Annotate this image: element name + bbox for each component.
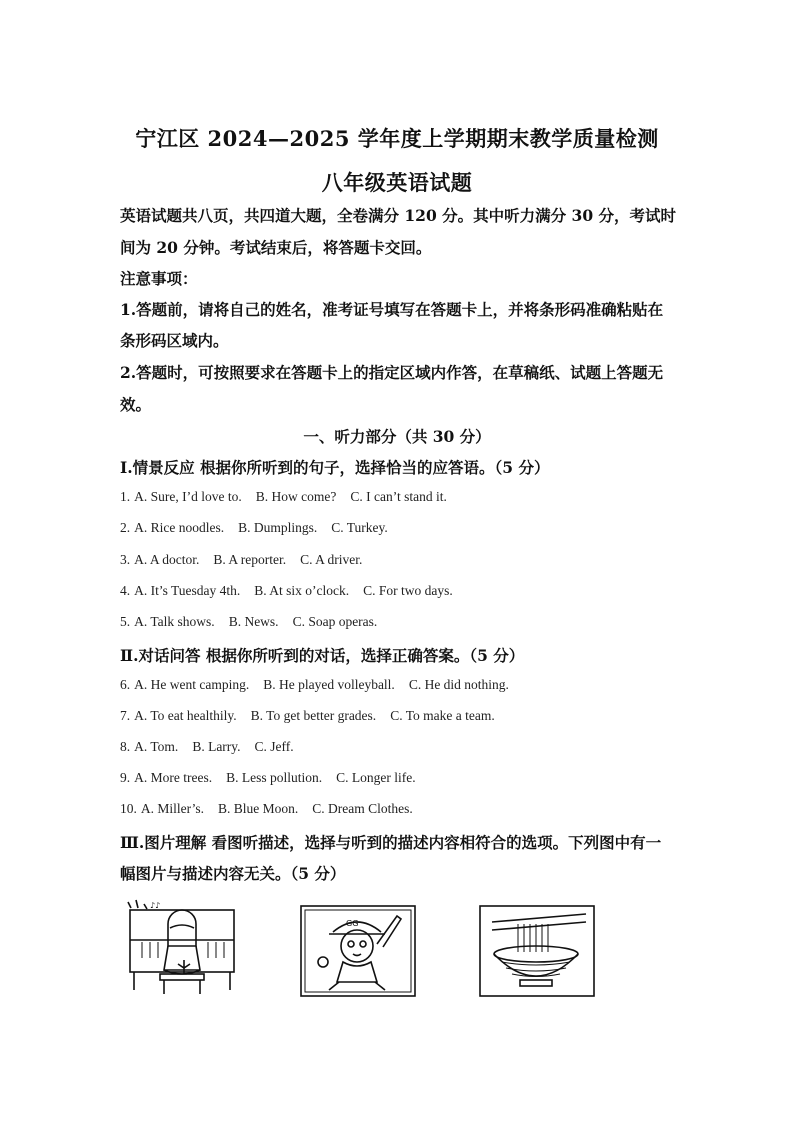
exam-title: 宁江区 2024—2025 学年度上学期期末教学质量检测 <box>135 126 659 151</box>
cap-letters: GG <box>346 919 359 928</box>
option-a: A. Tom. <box>134 739 179 754</box>
option-b: B. How come? <box>255 489 337 504</box>
noodles-picture <box>478 904 596 998</box>
q-num: 8. <box>120 739 131 754</box>
q-num: 4. <box>120 583 131 598</box>
note-2b: 效。 <box>120 395 152 414</box>
section1-heading: Ⅰ.情景反应 根据你所听到的句子，选择恰当的应答语。（5 分） <box>120 458 550 477</box>
option-a: A. He went camping. <box>134 677 250 692</box>
section3-heading-b: 幅图片与描述内容无关。（5 分） <box>120 864 346 883</box>
baseball-boy-picture <box>299 904 417 998</box>
q-num: 5. <box>120 614 131 629</box>
question-2 <box>120 520 402 536</box>
intro-line-1: 英语试题共八页，共四道大题，全卷满分 120 分。其中听力满分 30 分，考试时 <box>120 206 677 225</box>
option-c: C. Dream Clothes. <box>312 801 413 816</box>
question-4 <box>120 583 467 599</box>
question-8 <box>120 739 308 755</box>
note-1a: 1.答题前，请将自己的姓名，准考证号填写在答题卡上，并将条形码准确粘贴在 <box>120 300 664 319</box>
option-c: C. A driver. <box>300 552 363 567</box>
svg-text:♪♪: ♪♪ <box>150 901 161 910</box>
question-9 <box>120 770 430 786</box>
option-c: C. For two days. <box>363 583 453 598</box>
option-c: C. Turkey. <box>331 520 388 535</box>
option-a: A. Miller’s. <box>140 801 204 816</box>
option-b: B. Dumplings. <box>238 520 318 535</box>
question-10 <box>120 801 427 817</box>
option-a: A. To eat healthily. <box>134 708 237 723</box>
exam-subtitle: 八年级英语试题 <box>321 170 473 195</box>
q-num: 7. <box>120 708 131 723</box>
option-b: B. At six o’clock. <box>254 583 350 598</box>
piano-player-picture <box>124 898 242 998</box>
option-c: C. I can’t stand it. <box>350 489 447 504</box>
note-2a: 2.答题时，可按照要求在答题卡上的指定区域内作答，在草稿纸、试题上答题无 <box>120 363 664 382</box>
option-c: C. Jeff. <box>254 739 294 754</box>
option-a: A. Rice noodles. <box>134 520 225 535</box>
section3-heading-a: Ⅲ.图片理解 看图听描述，选择与听到的描述内容相符合的选项。下列图中有一 <box>120 833 662 852</box>
q-num: 6. <box>120 677 131 692</box>
option-a: A. It’s Tuesday 4th. <box>134 583 241 598</box>
note-1b: 条形码区域内。 <box>120 331 229 350</box>
q-num: 10. <box>120 801 137 816</box>
q-num: 1. <box>120 489 131 504</box>
option-b: B. Less pollution. <box>226 770 323 785</box>
question-6 <box>120 677 523 693</box>
q-num: 3. <box>120 552 131 567</box>
option-b: B. He played volleyball. <box>263 677 395 692</box>
option-b: B. Larry. <box>192 739 241 754</box>
option-a: A. Talk shows. <box>134 614 215 629</box>
q-num: 9. <box>120 770 131 785</box>
question-3 <box>120 552 376 568</box>
option-c: C. He did nothing. <box>408 677 509 692</box>
option-b: B. A reporter. <box>213 552 287 567</box>
option-a: A. A doctor. <box>134 552 200 567</box>
option-c: C. Longer life. <box>336 770 416 785</box>
option-c: C. To make a team. <box>390 708 495 723</box>
option-c: C. Soap operas. <box>292 614 378 629</box>
part1-title: 一、听力部分（共 30 分） <box>303 427 491 446</box>
option-a: A. Sure, I’d love to. <box>134 489 242 504</box>
question-1 <box>120 489 461 505</box>
option-b: B. News. <box>228 614 279 629</box>
q-num: 2. <box>120 520 131 535</box>
question-5 <box>120 614 391 630</box>
notice-title: 注意事项： <box>120 269 198 288</box>
section2-heading: Ⅱ.对话问答 根据你所听到的对话，选择正确答案。（5 分） <box>120 646 525 665</box>
option-b: B. Blue Moon. <box>218 801 299 816</box>
intro-line-2: 间为 20 分钟。考试结束后，将答题卡交回。 <box>120 238 432 257</box>
question-7 <box>120 708 509 724</box>
option-a: A. More trees. <box>134 770 213 785</box>
option-b: B. To get better grades. <box>250 708 377 723</box>
